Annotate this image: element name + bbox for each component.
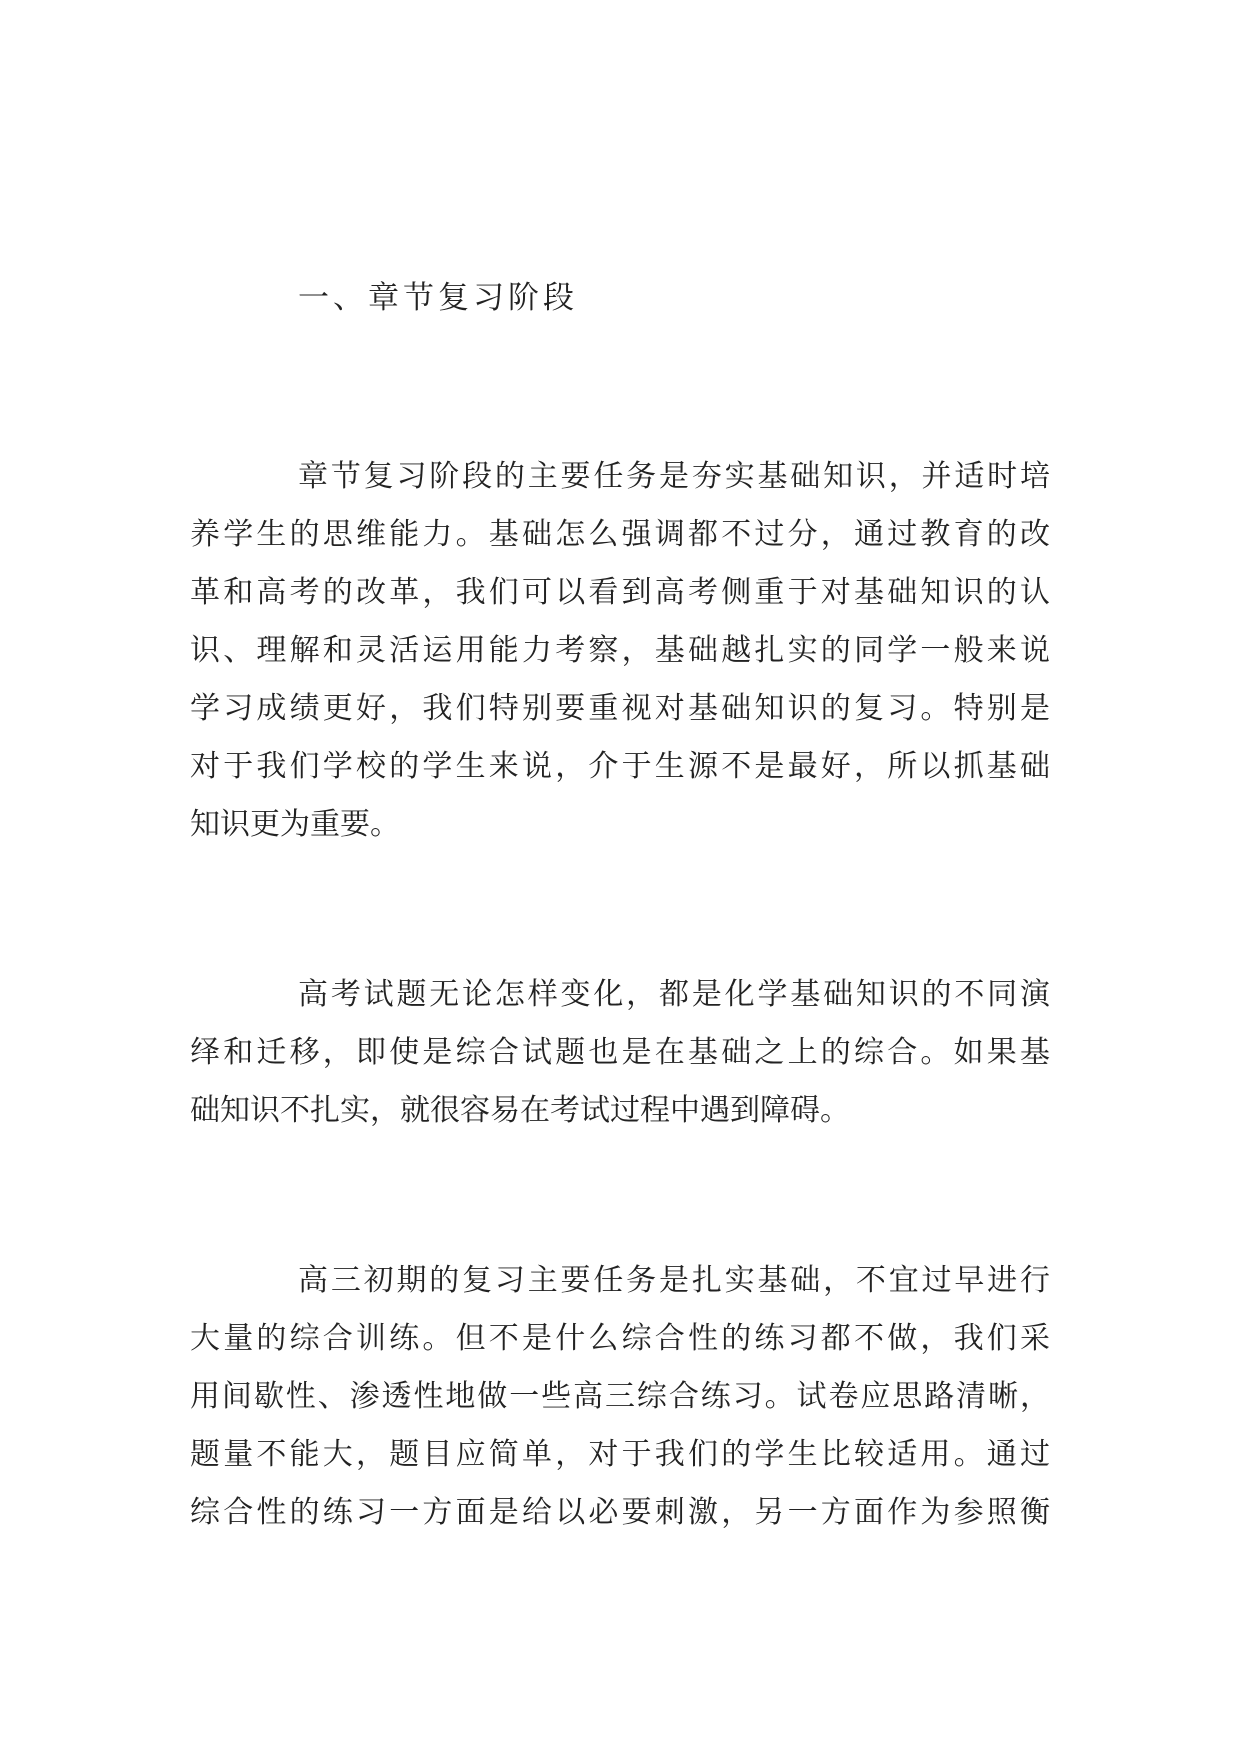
paragraph-line: 对于我们学校的学生来说，介于生源不是最好，所以抓基础 <box>190 749 1050 784</box>
paragraph-chapter-review <box>190 448 1050 854</box>
paragraph-line: 大量的综合训练。但不是什么综合性的练习都不做，我们采 <box>190 1321 1050 1356</box>
paragraph-line: 革和高考的改革，我们可以看到高考侧重于对基础知识的认 <box>190 575 1050 610</box>
section-heading: 一、章节复习阶段 <box>298 280 578 316</box>
paragraph-line: 知识更为重要。 <box>190 807 400 842</box>
paragraph-line: 高考试题无论怎样变化，都是化学基础知识的不同演 <box>298 977 1050 1012</box>
paragraph-line: 养学生的思维能力。基础怎么强调都不过分，通过教育的改 <box>190 517 1050 552</box>
paragraph-line: 础知识不扎实，就很容易在考试过程中遇到障碍。 <box>190 1093 850 1128</box>
paragraph-line: 综合性的练习一方面是给以必要刺激，另一方面作为参照衡 <box>190 1495 1050 1530</box>
paragraph-line: 用间歇性、渗透性地做一些高三综合练习。试卷应思路清晰， <box>190 1379 1050 1414</box>
paragraph-line: 题量不能大，题目应简单，对于我们的学生比较适用。通过 <box>190 1437 1050 1472</box>
paragraph-line: 高三初期的复习主要任务是扎实基础，不宜过早进行 <box>298 1263 1050 1298</box>
paragraph-early-review <box>190 1252 1050 1542</box>
paragraph-line: 章节复习阶段的主要任务是夯实基础知识，并适时培 <box>298 459 1050 494</box>
paragraph-line: 识、理解和灵活运用能力考察，基础越扎实的同学一般来说 <box>190 633 1050 668</box>
paragraph-line: 绎和迁移，即使是综合试题也是在基础之上的综合。如果基 <box>190 1035 1050 1070</box>
paragraph-line: 学习成绩更好，我们特别要重视对基础知识的复习。特别是 <box>190 691 1050 726</box>
paragraph-exam-questions <box>190 966 1050 1140</box>
